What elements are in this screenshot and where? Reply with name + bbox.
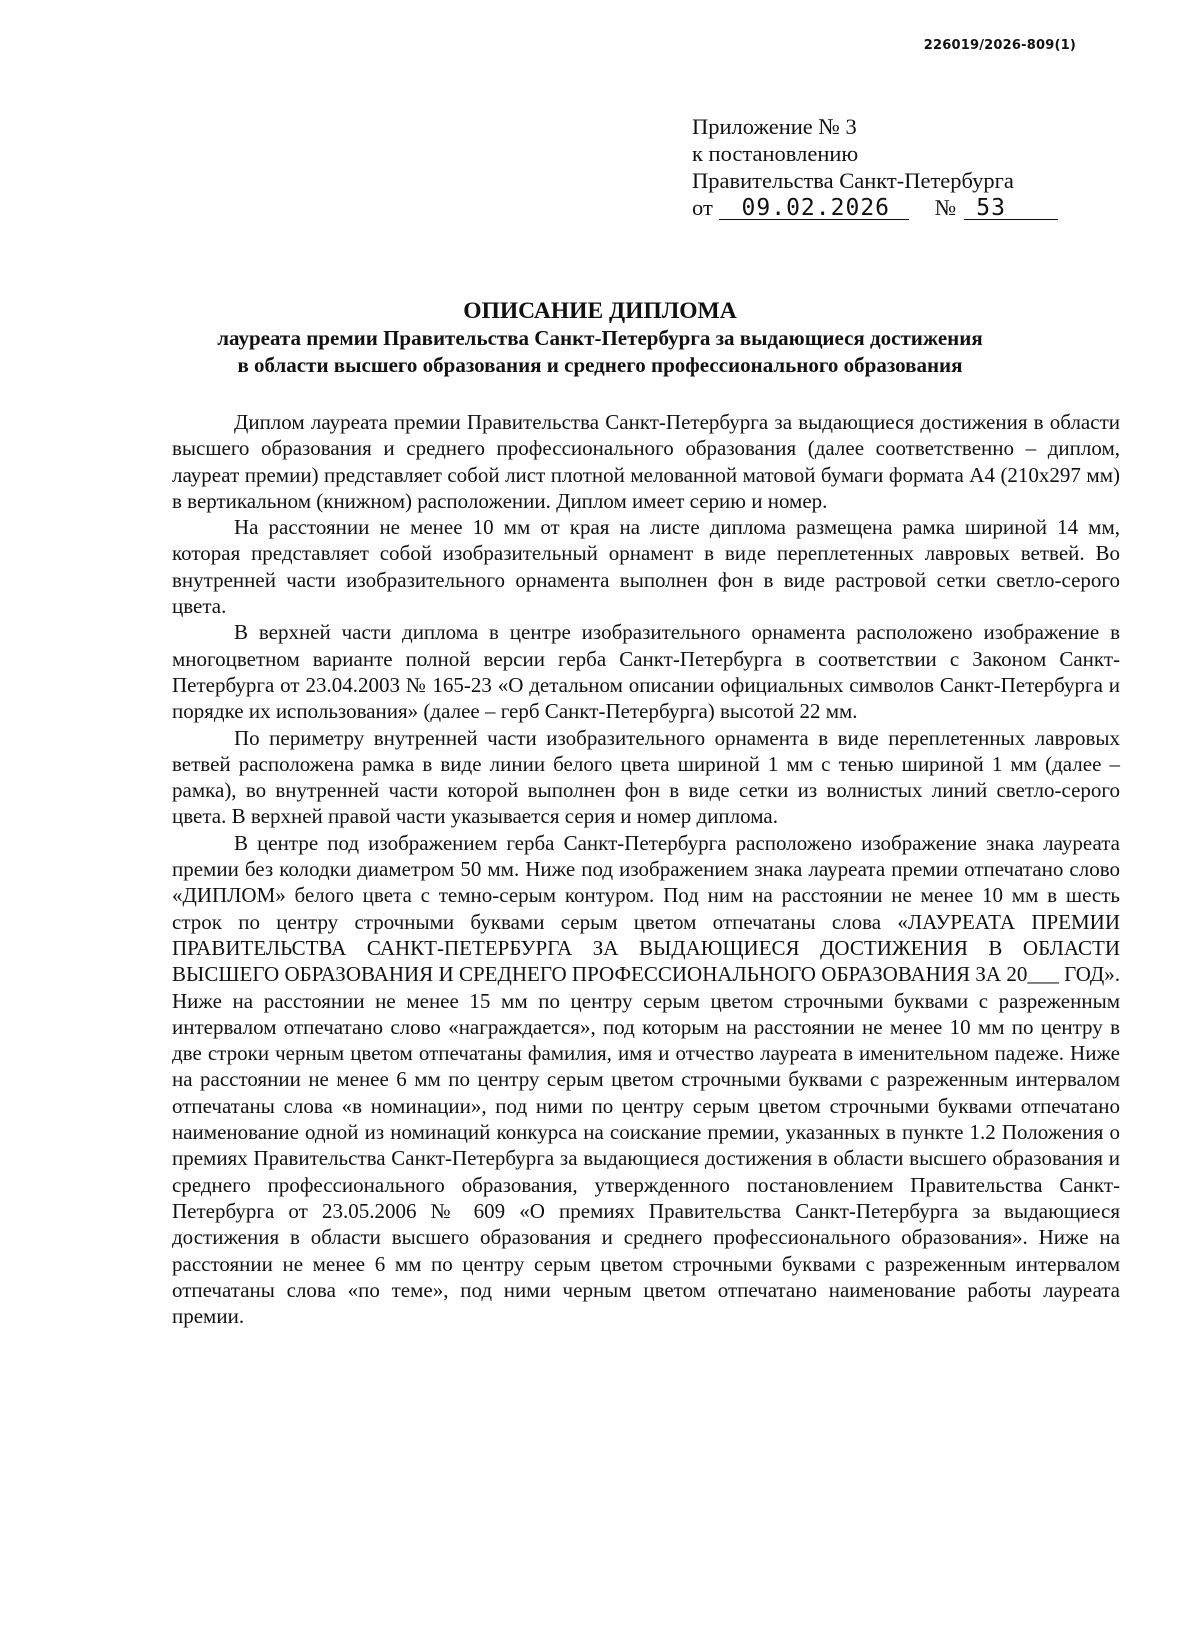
appendix-date-number-line <box>692 194 1058 221</box>
paragraph-4: По периметру внутренней части изобразительного орнамента в виде переплетенных лавровых ветвей расположена рамка в виде линии белого цвета шириной 1 мм с тенью шириной 1 мм (далее – рамка), во внутренней части которой выполнен фон в виде сетки из волнистых линий светло-серого цвета. В верхней правой части указывается серия и номер диплома. <box>172 725 1120 829</box>
appendix-block <box>692 113 1058 221</box>
paragraph-5: В центре под изображением герба Санкт-Петербурга расположено изображение знака лауреата премии без колодки диаметром 50 мм. Ниже под изображением знака лауреата премии отпечатано слово «ДИПЛОМ» белого цвета с темно-серым контуром. Под ним на расстоянии не менее 10 мм в шесть строк по центру строчными буквами серым цветом отпечатаны слова «ЛАУРЕАТА ПРЕМИИ ПРАВИТЕЛЬСТВА САНКТ-ПЕТЕРБУРГА ЗА ВЫДАЮЩИЕСЯ ДОСТИЖЕНИЯ В ОБЛАСТИ ВЫСШЕГО ОБРАЗОВАНИЯ И СРЕДНЕГО ПРОФЕССИОНАЛЬНОГО ОБРАЗОВАНИЯ ЗА 20___ ГОД». Ниже на расстоянии не менее 15 мм по центру серым цветом строчными буквами с разреженным интервалом отпечатано слово «награждается», под которым на расстоянии не менее 10 мм по центру в две строки черным цветом отпечатаны фамилия, имя и отчество лауреата в именительном падеже. Ниже на расстоянии не менее 6 мм по центру серым цветом строчными буквами с разреженным интервалом отпечатаны слова «в номинации», под ними по центру серым цветом строчными буквами отпечатано наименование одной из номинаций конкурса на соискание премии, указанных в пункте 1.2 Положения о премиях Правительства Санкт-Петербурга за выдающиеся достижения в области высшего образования и среднего профессионального образования, утвержденного постановлением Правительства Санкт-Петербурга от 23.05.2006 № 609 «О премиях Правительства Санкт-Петербурга за выдающиеся достижения в области высшего образования и среднего профессионального образования». Ниже на расстоянии не менее 6 мм по центру серым цветом строчными буквами с разреженным интервалом отпечатаны слова «по теме», под ними черным цветом отпечатано наименование работы лауреата премии. <box>172 830 1120 1329</box>
paragraph-1: Диплом лауреата премии Правительства Санкт-Петербурга за выдающиеся достижения в области высшего образования и среднего профессионального образования (далее соответственно – диплом, лауреат премии) представляет собой лист плотной мелованной матовой бумаги формата А4 (210х297 мм) в вертикальном (книжном) расположении. Диплом имеет серию и номер. <box>172 410 1120 513</box>
from-label: от <box>692 195 713 220</box>
paragraph-3: В верхней части диплома в центре изобразительного орнамента расположено изображение в многоцветном варианте полной версии герба Санкт-Петербурга в соответствии с Законом Санкт-Петербурга от 23.04.2003 № 165-23 «О детальном описании официальных символов Санкт-Петербурга и порядке их использования» (далее – герб Санкт-Петербурга) высотой 22 мм. <box>172 620 1120 724</box>
number-label: № <box>934 195 957 220</box>
paragraph-2: На расстоянии не менее 10 мм от края на листе диплома размещена рамка шириной 14 мм, которая представляет собой изобразительный орнамент в виде переплетенных лавровых ветвей. Во внутренней части изобразительного орнамента выполнен фон в виде растровой сетки светло-серого цвета. <box>172 515 1120 619</box>
title-main: ОПИСАНИЕ ДИПЛОМА <box>463 298 737 324</box>
document-body <box>172 409 1120 1329</box>
appendix-number-line: Приложение № 3 <box>692 114 857 139</box>
document-reference-number: 226019/2026-809(1) <box>923 38 1076 53</box>
appendix-resolution-line: к постановлению <box>692 141 859 166</box>
resolution-date: 09.02.2026 <box>719 197 909 220</box>
title-subtitle-line-2: в области высшего образования и среднего профессионального образования <box>237 353 963 377</box>
appendix-government-line: Правительства Санкт-Петербурга <box>692 168 1014 193</box>
resolution-number: 53 <box>964 197 1058 220</box>
title-subtitle-line-1: лауреата премии Правительства Санкт-Петербурга за выдающиеся достижения <box>217 326 983 350</box>
document-title <box>150 298 1050 379</box>
